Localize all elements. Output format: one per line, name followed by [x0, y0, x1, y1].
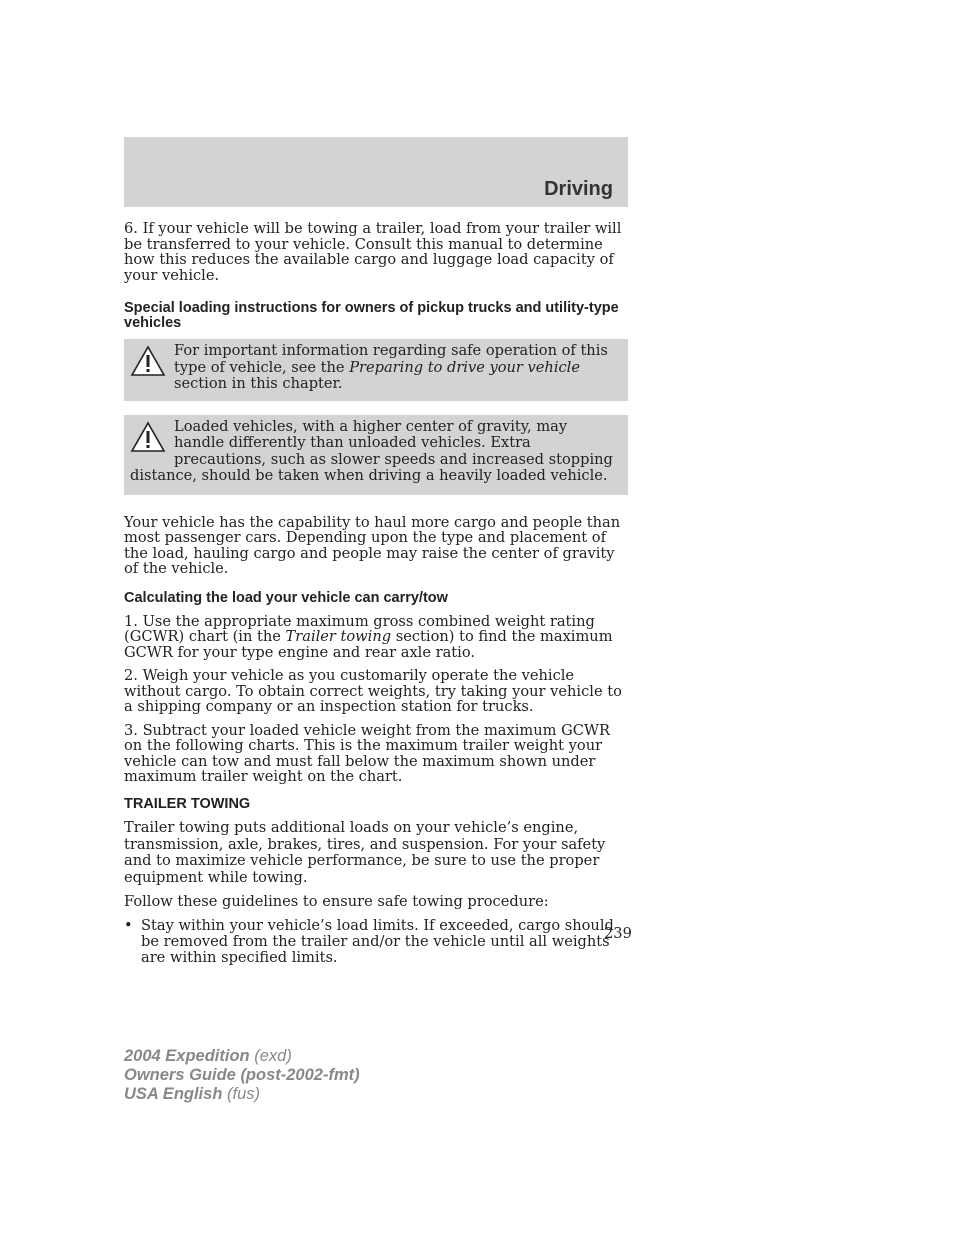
list-item-text: Stay within your vehicle’s load limits. If exceeded, cargo should be removed from the trailer and/or the vehicle until all weights are within specified limits. — [141, 916, 614, 966]
step-1 — [124, 614, 628, 661]
page-content — [124, 220, 632, 966]
guidelines-list — [124, 916, 632, 966]
step-1-start: 1. Use the appropriate maximum gross combined weight rating (GCWR) chart (in the — [124, 612, 595, 645]
footer-model: 2004 Expedition — [124, 1047, 250, 1065]
footer-language: USA English — [124, 1085, 223, 1103]
trailer-towing-heading: TRAILER TOWING — [124, 795, 251, 812]
warning-box-1 — [124, 339, 628, 401]
section-title: Driving — [544, 178, 613, 200]
step-3: 3. Subtract your loaded vehicle weight from the maximum GCWR on the following charts. This is the maximum trailer weight your vehicle can tow and must fall below the maximum shown under maximum trailer weight on the chart. — [124, 721, 610, 785]
bullet-symbol: • — [124, 916, 133, 934]
footer-line-2: Owners Guide (post-2002-fmt) — [124, 1066, 360, 1084]
warning-1-text — [174, 342, 608, 392]
warning-triangle-icon — [130, 421, 166, 453]
footer-language-code: (fus) — [222, 1085, 260, 1103]
step-2: 2. Weigh your vehicle as you customarily operate the vehicle without cargo. To obtain correct weights, try taking your vehicle to a shipping company or an inspection station for trucks. — [124, 667, 622, 715]
footer-line-1 — [124, 1047, 360, 1066]
warning-1-text-end: section in this chapter. — [174, 375, 343, 392]
footer-line-3 — [124, 1085, 360, 1104]
warning-1-text-start: For important information regarding safe operation of this type of vehicle, see the — [174, 342, 608, 376]
warning-2-text: Loaded vehicles, with a higher center of gravity, may handle differently than unloaded vehicles. Extra precautions, such as slower speeds and increased stopping distance, should be taken when driving a heavily loaded vehicle. — [130, 417, 613, 484]
warning-box-2 — [124, 415, 628, 495]
page-number: 239 — [604, 925, 632, 942]
warning-1-section-reference: Preparing to drive your vehicle — [349, 358, 580, 376]
document-footer — [124, 1047, 360, 1104]
step-1-end: section) to find the maximum GCWR for your type engine and rear axle ratio. — [124, 628, 613, 661]
list-item — [124, 916, 632, 966]
calculating-load-heading: Calculating the load your vehicle can carry/tow — [124, 589, 448, 606]
special-loading-heading: Special loading instructions for owners of pickup trucks and utility-type vehicles — [124, 300, 619, 331]
paragraph-item-6: 6. If your vehicle will be towing a trailer, load from your trailer will be transferred to your vehicle. Consult this manual to determine how this reduces the available cargo and luggage load capacity of your vehicle. — [124, 220, 622, 284]
capability-paragraph: Your vehicle has the capability to haul more cargo and people than most passenger cars. Depending upon the type and placement of the load, hauling cargo and people may raise the center of gravity of the vehicle. — [124, 513, 621, 577]
guidelines-intro: Follow these guidelines to ensure safe towing procedure: — [124, 893, 549, 910]
footer-model-code: (exd) — [249, 1047, 292, 1065]
section-header-band — [124, 137, 628, 207]
step-1-section-reference: Trailer towing — [285, 628, 392, 645]
warning-triangle-icon — [130, 345, 166, 377]
trailer-towing-paragraph: Trailer towing puts additional loads on your vehicle’s engine, transmission, axle, brakes, tires, and suspension. For your safety and to maximize vehicle performance, be sure to use the proper equipment while towing. — [124, 819, 606, 886]
